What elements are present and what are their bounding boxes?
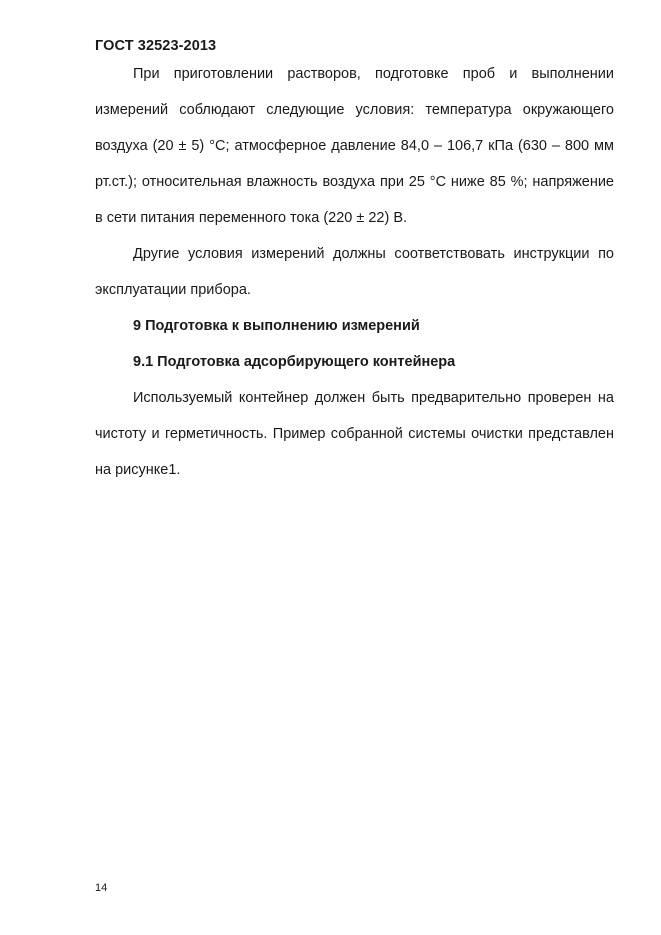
paragraph-other-conditions: Другие условия измерений должны соответствовать инструкции по эксплуатации прибора.	[95, 246, 614, 298]
section-heading-9-1: 9.1 Подготовка адсорбирующего контейнера	[133, 354, 456, 370]
document-body	[95, 56, 614, 488]
paragraph-container-check: Используемый контейнер должен быть предварительно проверен на чистоту и герметичность. Пример собранной системы очистки представлен на рисунке1.	[95, 390, 614, 478]
page-number: 14	[95, 882, 108, 894]
paragraph-measurement-conditions: При приготовлении растворов, подготовке проб и выполнении измерений соблюдают следующие условия: температура окружающего воздуха (20 ± 5) °С; атмосферное давление 84,0 – 106,7 кПа (630 – 800 мм рт.ст.); относительная влажность воздуха при 25 °С ниже 85 %; напряжение в сети питания переменного тока (220 ± 22) В.	[95, 66, 614, 226]
document-header-code: ГОСТ 32523-2013	[95, 38, 217, 54]
section-heading-9: 9 Подготовка к выполнению измерений	[133, 318, 420, 334]
